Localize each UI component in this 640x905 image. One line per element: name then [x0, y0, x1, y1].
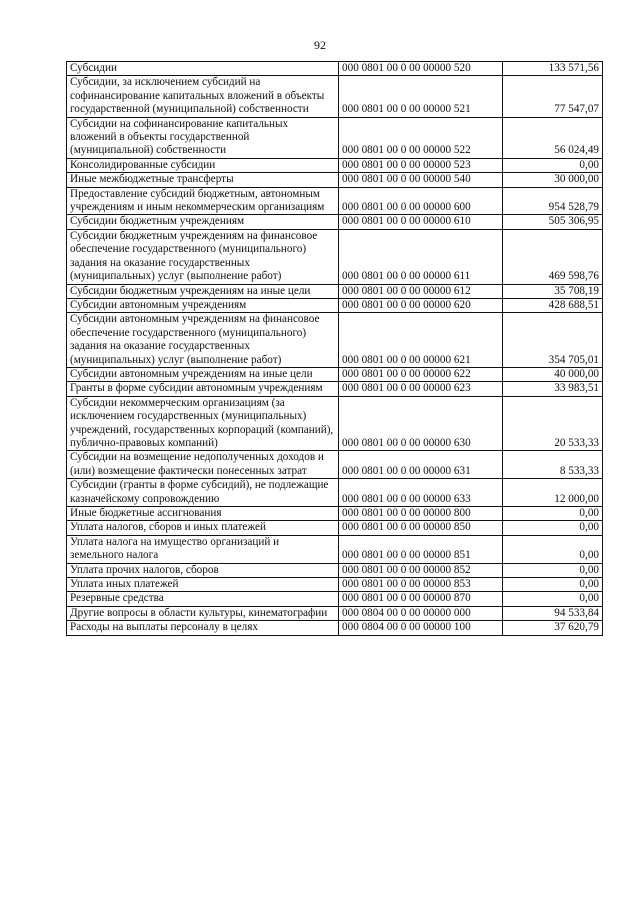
row-code-cell: 000 0801 00 0 00 00000 631 — [339, 451, 503, 479]
row-code-cell: 000 0801 00 0 00 00000 523 — [339, 158, 503, 172]
row-name-cell: Другие вопросы в области культуры, кинематографии — [67, 606, 339, 620]
table-row — [67, 62, 603, 76]
row-code-cell: 000 0801 00 0 00 00000 633 — [339, 479, 503, 507]
row-name-cell: Уплата налогов, сборов и иных платежей — [67, 521, 339, 535]
row-amount-cell: 133 571,56 — [503, 62, 603, 76]
row-amount-cell: 0,00 — [503, 535, 603, 563]
row-amount-cell: 0,00 — [503, 521, 603, 535]
row-name-cell: Предоставление субсидий бюджетным, автономным учреждениям и иным некоммерческим организациям — [67, 187, 339, 215]
row-name-cell: Субсидии на возмещение недополученных доходов и (или) возмещение фактически понесенных затрат — [67, 451, 339, 479]
budget-table — [66, 61, 603, 636]
table-row — [67, 215, 603, 229]
row-code-cell: 000 0801 00 0 00 00000 852 — [339, 563, 503, 577]
row-amount-cell: 8 533,33 — [503, 451, 603, 479]
table-row — [67, 382, 603, 396]
row-name-cell: Субсидии на софинансирование капитальных вложений в объекты государственной (муниципальной) собственности — [67, 117, 339, 158]
row-name-cell: Субсидии — [67, 62, 339, 76]
row-amount-cell: 33 983,51 — [503, 382, 603, 396]
table-row — [67, 284, 603, 298]
table-row — [67, 563, 603, 577]
row-amount-cell: 56 024,49 — [503, 117, 603, 158]
row-amount-cell: 469 598,76 — [503, 229, 603, 284]
row-code-cell: 000 0804 00 0 00 00000 100 — [339, 621, 503, 635]
row-amount-cell: 94 533,84 — [503, 606, 603, 620]
row-name-cell: Субсидии некоммерческим организациям (за исключением государственных (муниципальных) учреждений, государственных корпораций (компаний), публично-правовых компаний) — [67, 396, 339, 451]
row-code-cell: 000 0801 00 0 00 00000 610 — [339, 215, 503, 229]
row-code-cell: 000 0804 00 0 00 00000 000 — [339, 606, 503, 620]
row-amount-cell: 0,00 — [503, 592, 603, 606]
row-name-cell: Субсидии автономным учреждениям на финансовое обеспечение государственного (муниципального) задания на оказание государственных (муниципальных) услуг (выполнение работ) — [67, 313, 339, 368]
budget-table-body — [67, 62, 603, 636]
row-code-cell: 000 0801 00 0 00 00000 540 — [339, 173, 503, 187]
table-row — [67, 367, 603, 381]
table-row — [67, 158, 603, 172]
row-amount-cell: 77 547,07 — [503, 76, 603, 117]
row-code-cell: 000 0801 00 0 00 00000 853 — [339, 578, 503, 592]
table-row — [67, 578, 603, 592]
table-row — [67, 76, 603, 117]
table-row — [67, 187, 603, 215]
row-code-cell: 000 0801 00 0 00 00000 621 — [339, 313, 503, 368]
table-row — [67, 592, 603, 606]
row-amount-cell: 505 306,95 — [503, 215, 603, 229]
row-name-cell: Субсидии, за исключением субсидий на софинансирование капитальных вложений в объекты государственной (муниципальной) собственности — [67, 76, 339, 117]
table-row — [67, 521, 603, 535]
row-code-cell: 000 0801 00 0 00 00000 612 — [339, 284, 503, 298]
row-name-cell: Расходы на выплаты персоналу в целях — [67, 621, 339, 635]
row-code-cell: 000 0801 00 0 00 00000 522 — [339, 117, 503, 158]
row-amount-cell: 35 708,19 — [503, 284, 603, 298]
table-row — [67, 117, 603, 158]
row-code-cell: 000 0801 00 0 00 00000 870 — [339, 592, 503, 606]
table-row — [67, 313, 603, 368]
table-row — [67, 606, 603, 620]
row-amount-cell: 12 000,00 — [503, 479, 603, 507]
row-amount-cell: 0,00 — [503, 507, 603, 521]
row-name-cell: Субсидии (гранты в форме субсидий), не подлежащие казначейскому сопровождению — [67, 479, 339, 507]
row-amount-cell: 954 528,79 — [503, 187, 603, 215]
row-name-cell: Гранты в форме субсидии автономным учреждениям — [67, 382, 339, 396]
row-name-cell: Субсидии бюджетным учреждениям на иные цели — [67, 284, 339, 298]
row-amount-cell: 0,00 — [503, 578, 603, 592]
table-row — [67, 479, 603, 507]
row-name-cell: Субсидии автономным учреждениям — [67, 298, 339, 312]
row-amount-cell: 354 705,01 — [503, 313, 603, 368]
row-code-cell: 000 0801 00 0 00 00000 620 — [339, 298, 503, 312]
row-name-cell: Иные межбюджетные трансферты — [67, 173, 339, 187]
row-name-cell: Субсидии бюджетным учреждениям на финансовое обеспечение государственного (муниципального) задания на оказание государственных (муниципальных) услуг (выполнение работ) — [67, 229, 339, 284]
row-code-cell: 000 0801 00 0 00 00000 851 — [339, 535, 503, 563]
row-code-cell: 000 0801 00 0 00 00000 800 — [339, 507, 503, 521]
row-code-cell: 000 0801 00 0 00 00000 520 — [339, 62, 503, 76]
row-name-cell: Субсидии бюджетным учреждениям — [67, 215, 339, 229]
row-code-cell: 000 0801 00 0 00 00000 630 — [339, 396, 503, 451]
table-row — [67, 298, 603, 312]
table-row — [67, 173, 603, 187]
row-amount-cell: 0,00 — [503, 563, 603, 577]
row-name-cell: Консолидированные субсидии — [67, 158, 339, 172]
page-number: 92 — [314, 38, 326, 52]
row-name-cell: Уплата иных платежей — [67, 578, 339, 592]
row-name-cell: Резервные средства — [67, 592, 339, 606]
row-name-cell: Уплата прочих налогов, сборов — [67, 563, 339, 577]
table-row — [67, 229, 603, 284]
row-code-cell: 000 0801 00 0 00 00000 521 — [339, 76, 503, 117]
row-amount-cell: 0,00 — [503, 158, 603, 172]
row-code-cell: 000 0801 00 0 00 00000 850 — [339, 521, 503, 535]
table-row — [67, 621, 603, 635]
row-amount-cell: 37 620,79 — [503, 621, 603, 635]
table-row — [67, 451, 603, 479]
row-code-cell: 000 0801 00 0 00 00000 622 — [339, 367, 503, 381]
row-name-cell: Субсидии автономным учреждениям на иные цели — [67, 367, 339, 381]
table-row — [67, 535, 603, 563]
row-amount-cell: 428 688,51 — [503, 298, 603, 312]
row-amount-cell: 30 000,00 — [503, 173, 603, 187]
row-code-cell: 000 0801 00 0 00 00000 600 — [339, 187, 503, 215]
row-name-cell: Уплата налога на имущество организаций и земельного налога — [67, 535, 339, 563]
row-code-cell: 000 0801 00 0 00 00000 611 — [339, 229, 503, 284]
row-name-cell: Иные бюджетные ассигнования — [67, 507, 339, 521]
table-row — [67, 396, 603, 451]
row-amount-cell: 20 533,33 — [503, 396, 603, 451]
table-row — [67, 507, 603, 521]
row-code-cell: 000 0801 00 0 00 00000 623 — [339, 382, 503, 396]
row-amount-cell: 40 000,00 — [503, 367, 603, 381]
